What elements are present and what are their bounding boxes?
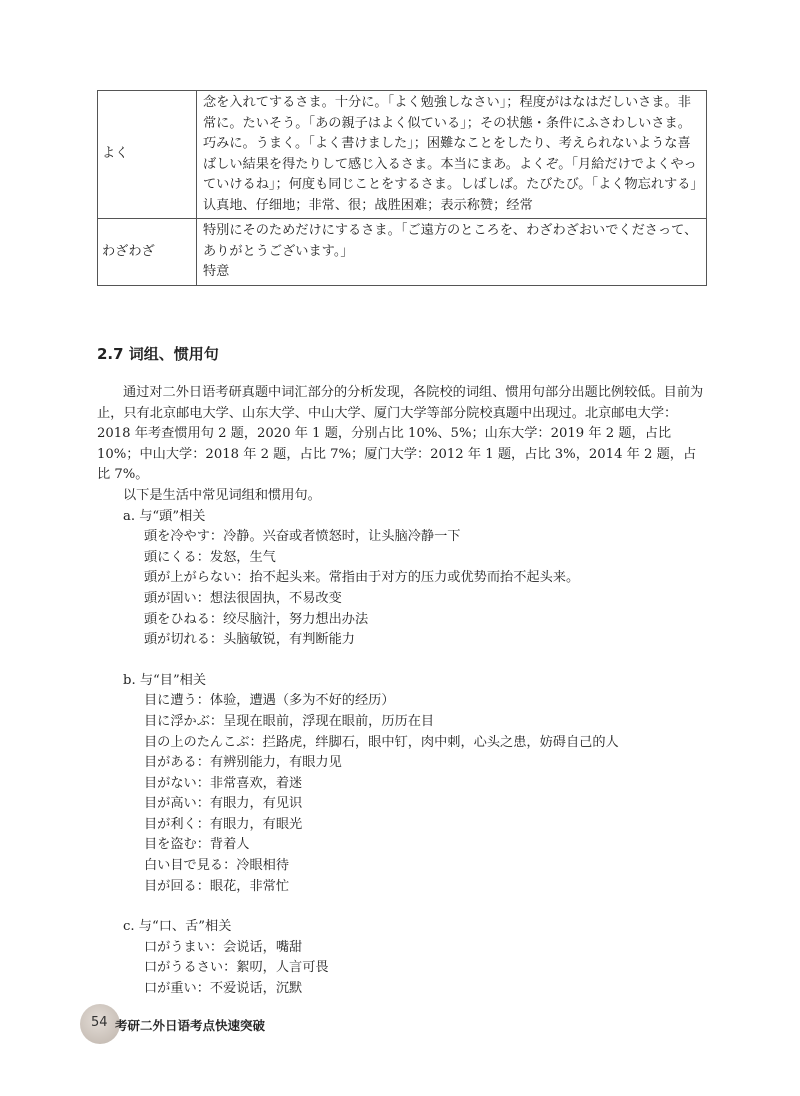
group-heading: a. 与“頭”相关 (123, 508, 206, 524)
list-item: 頭が切れる：头脑敏锐，有判断能力 (144, 632, 355, 648)
list-item: 頭が固い：想法很固执，不易改变 (144, 590, 342, 606)
list-item: 口がうまい：会说话，嘴甜 (144, 939, 303, 955)
list-item: 目に遭う：体验，遭遇（多为不好的经历） (144, 693, 395, 709)
definition-text: 念を入れてするさま。十分に。「よく勉強しなさい」；程度がはなはだしいさま。非常に。たいそう。「あの親子はよく似ている」；その状態・条件にふさわしいさま。巧みに。うまく。「よく書けました」；困難なことをしたり、考えられないような喜ばしい結果を得たりして感じ入るさま。本当にまあ。よくぞ。「月給だけでよくやっていけるね」；何度も同じことをするさま。しばしば。たびたび。「よく物忘れする」 (203, 95, 704, 192)
lead-sentence: 以下是生活中常见词组和惯用句。 (123, 487, 321, 503)
list-item: 頭をひねる：绞尽脑汁，努力想出办法 (144, 611, 369, 627)
book-title: 考研二外日语考点快速突破 (115, 1018, 266, 1033)
table-row (98, 219, 707, 286)
phrase-group-mouth (97, 917, 707, 999)
section-heading: 2.7 词组、惯用句 (97, 345, 219, 363)
definition-cell (197, 91, 707, 219)
list-item: 白い目で見る：冷眼相待 (144, 858, 290, 874)
list-item: 目が高い：有眼力，有见识 (144, 796, 303, 812)
list-item: 目がない：非常喜欢，着迷 (144, 775, 303, 791)
word-cell: よく (98, 91, 197, 219)
list-item: 頭を冷やす：冷静。兴奋或者愤怒时，让头脑冷静一下 (144, 529, 461, 545)
group-heading: b. 与“目”相关 (123, 672, 207, 688)
phrase-list (97, 691, 707, 897)
phrase-list (97, 527, 707, 651)
list-item: 口がうるさい：絮叨，人言可畏 (144, 960, 329, 976)
list-item: 頭が上がらない：抬不起头来。常指由于对方的压力或优势而抬不起头来。 (144, 570, 580, 586)
definition-cell (197, 219, 707, 286)
chinese-gloss: 特意 (203, 264, 230, 279)
word-cell: わざわざ (98, 219, 197, 286)
page-footer (80, 1004, 500, 1044)
section-body (97, 383, 707, 1000)
phrase-group-eye (97, 671, 707, 898)
definition-text: 特別にそのためだけにするさま。「ご遠方のところを、わざわざおいでくださって、ありがとうございます。」 (203, 223, 698, 259)
list-item: 目がある：有辨别能力，有眼力见 (144, 755, 342, 771)
page-number: 54 (91, 1015, 108, 1030)
list-item: 目に浮かぶ：呈现在眼前，浮现在眼前，历历在目 (144, 713, 435, 729)
list-item: 頭にくる：发怒，生气 (144, 549, 276, 565)
phrase-list (97, 938, 707, 1000)
group-heading: c. 与“口、舌”相关 (123, 919, 232, 935)
list-item: 口が重い：不爱说话，沉默 (144, 981, 303, 997)
list-item: 目を盗む：背着人 (144, 837, 250, 853)
intro-paragraph: 通过对二外日语考研真题中词汇部分的分析发现，各院校的词组、惯用句部分出题比例较低。目前为止，只有北京邮电大学、山东大学、中山大学、厦门大学等部分院校真题中出现过。北京邮电大学：2018 年考查惯用句 2 题，2020 年 1 题，分别占比 10%、5%；山东大学：2019 年 2 题，占比 10%；中山大学：2018 年 2 题，占比 7%；厦门大学：2012 年 1 题，占比 3%，2014 年 2 题，占比 7%。 (97, 385, 704, 483)
vocabulary-table (97, 90, 707, 286)
table-row (98, 91, 707, 219)
list-item: 目が回る：眼花，非常忙 (144, 878, 290, 894)
list-item: 目の上のたんこぶ：拦路虎，绊脚石，眼中钉，肉中刺，心头之患，妨碍自己的人 (144, 734, 619, 750)
list-item: 目が利く：有眼力，有眼光 (144, 816, 303, 832)
chinese-gloss: 认真地、仔细地；非常、很；战胜困难；表示称赞；经常 (203, 197, 533, 213)
phrase-group-head (97, 507, 707, 651)
